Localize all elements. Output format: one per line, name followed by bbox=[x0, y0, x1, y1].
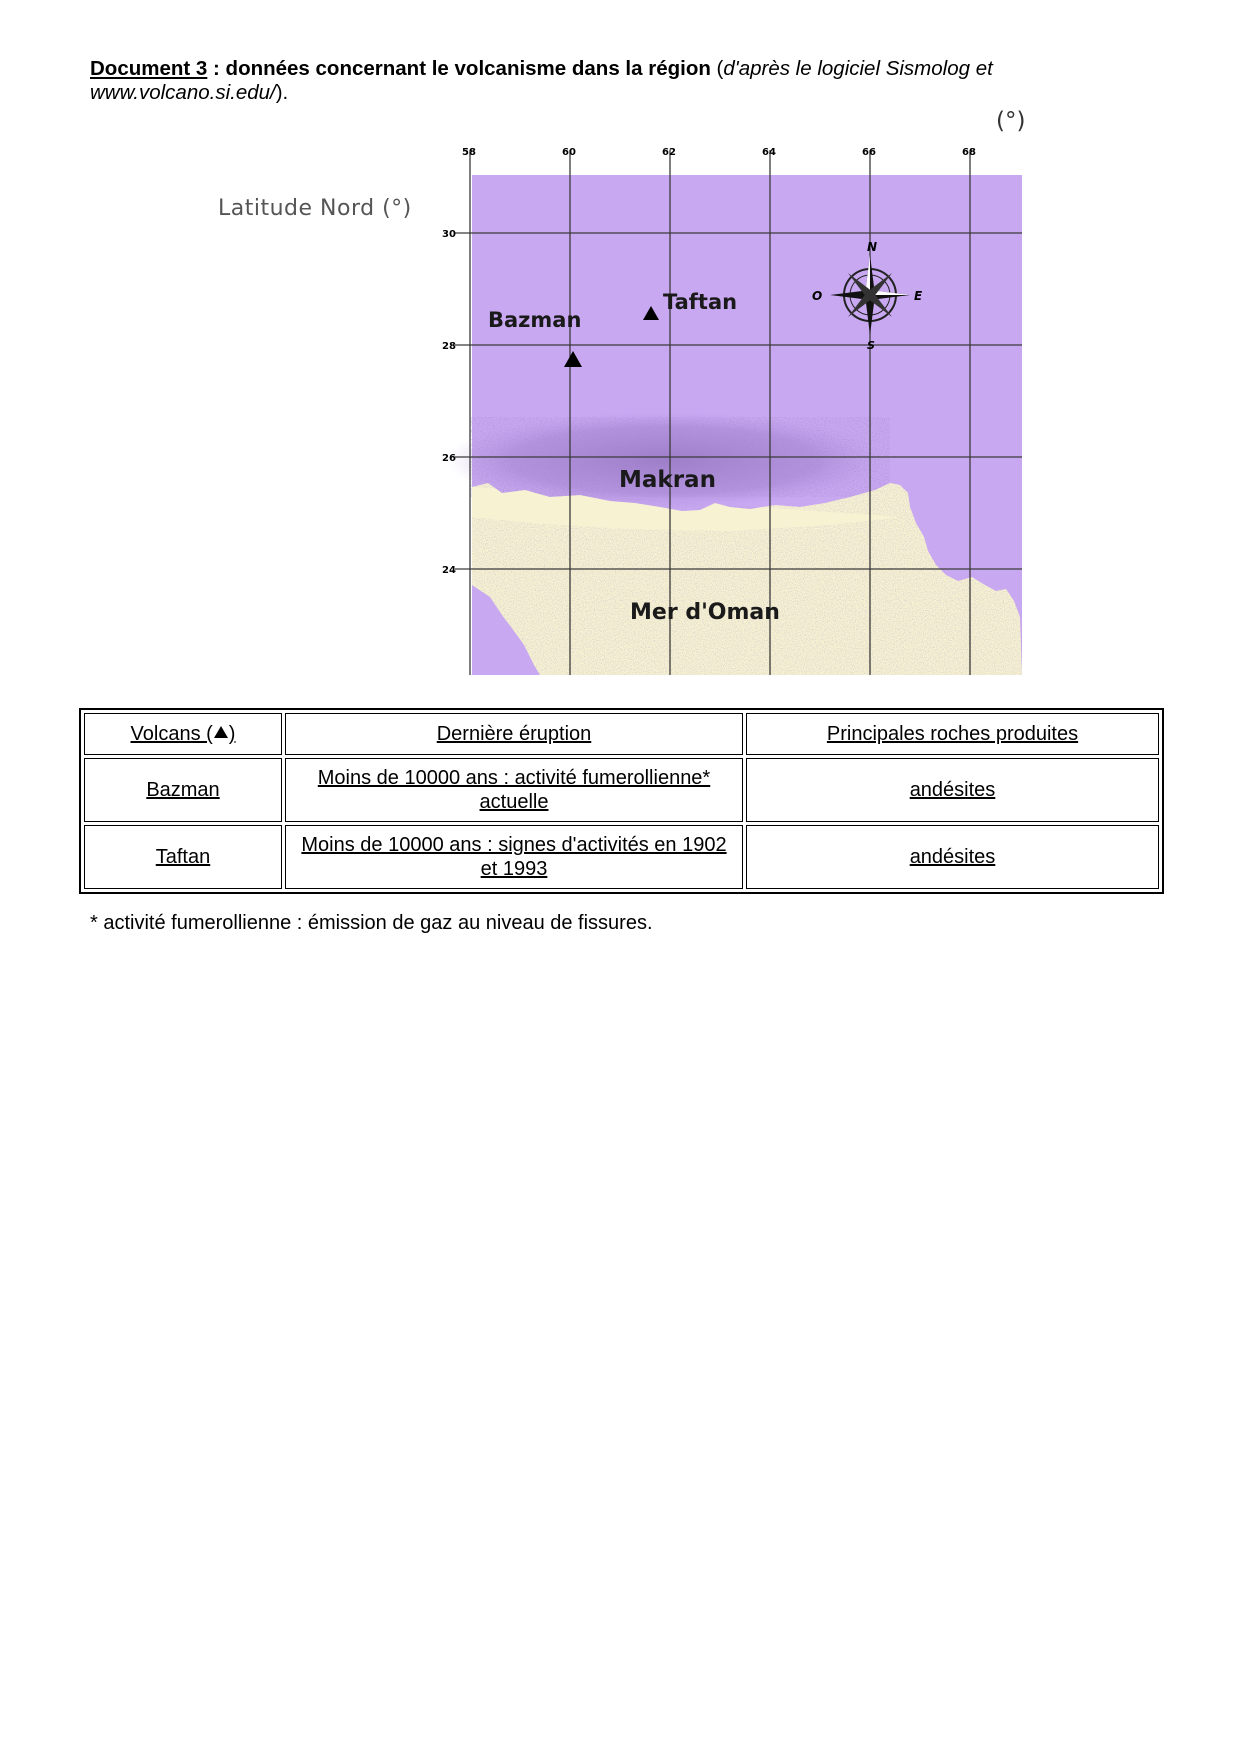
cell-volcan-text: Bazman bbox=[146, 779, 220, 801]
longitude-tick-label: 62 bbox=[662, 147, 676, 158]
latitude-axis-label: Latitude Nord (°) bbox=[218, 196, 412, 221]
document-title: : données concernant le volcanisme dans la région bbox=[207, 57, 711, 80]
table-row bbox=[84, 758, 1159, 822]
header-volcans-text bbox=[131, 723, 236, 745]
cell-volcan bbox=[84, 758, 282, 822]
volcano-label-bazman: Bazman bbox=[488, 308, 582, 332]
volcano-label-taftan: Taftan bbox=[663, 290, 738, 314]
cell-roches bbox=[746, 758, 1159, 822]
longitude-tick-label: 58 bbox=[462, 147, 476, 158]
header-roches bbox=[746, 713, 1159, 755]
header-volcans-prefix: Volcans ( bbox=[130, 723, 213, 745]
header-roches-text: Principales roches produites bbox=[826, 723, 1079, 745]
longitude-tick-label: 64 bbox=[762, 147, 776, 158]
footnote: * activité fumerollienne : émission de gaz au niveau de fissures. bbox=[90, 912, 653, 934]
header-volcans-suffix: ) bbox=[228, 723, 236, 745]
volcano-table bbox=[79, 708, 1164, 894]
volcano-triangle-icon bbox=[214, 726, 228, 738]
table-row bbox=[84, 825, 1159, 889]
sea-label: Mer d'Oman bbox=[630, 600, 780, 625]
compass-s: S bbox=[867, 339, 875, 352]
longitude-tick-label: 66 bbox=[862, 147, 876, 158]
document-source: d'après le logiciel Sismolog et www.volcano.si.edu/ bbox=[90, 57, 993, 104]
compass-n: N bbox=[867, 240, 878, 254]
map-unit-label: (°) bbox=[996, 108, 1026, 134]
source-close: ). bbox=[275, 81, 289, 104]
cell-volcan-text: Taftan bbox=[155, 846, 211, 868]
cell-roches bbox=[746, 825, 1159, 889]
latitude-tick-label: 30 bbox=[442, 229, 456, 240]
compass-w: O bbox=[812, 289, 823, 303]
latitude-tick-label: 28 bbox=[442, 341, 456, 352]
region-label-makran: Makran bbox=[619, 467, 716, 493]
cell-eruption bbox=[285, 758, 743, 822]
document-heading bbox=[90, 57, 1090, 105]
header-eruption-text: Dernière éruption bbox=[436, 723, 592, 745]
cell-roches-text: andésites bbox=[909, 846, 996, 868]
cell-volcan bbox=[84, 825, 282, 889]
source-open: ( bbox=[710, 57, 724, 80]
longitude-tick-label: 68 bbox=[962, 147, 976, 158]
volcano-map bbox=[430, 145, 1030, 690]
map-svg bbox=[430, 145, 1030, 685]
latitude-tick-label: 26 bbox=[442, 453, 456, 464]
cell-eruption-text: Moins de 10000 ans : signes d'activités en 1902 et 1993 bbox=[301, 834, 727, 880]
header-volcans bbox=[84, 713, 282, 755]
table-header-row bbox=[84, 713, 1159, 755]
cell-eruption bbox=[285, 825, 743, 889]
compass-e: E bbox=[914, 289, 923, 303]
document-number: Document 3 bbox=[90, 57, 208, 80]
latitude-tick-label: 24 bbox=[442, 565, 456, 576]
header-eruption bbox=[285, 713, 743, 755]
longitude-tick-label: 60 bbox=[562, 147, 576, 158]
cell-eruption-text: Moins de 10000 ans : activité fumerollienne* actuelle bbox=[317, 767, 711, 813]
cell-roches-text: andésites bbox=[909, 779, 996, 801]
